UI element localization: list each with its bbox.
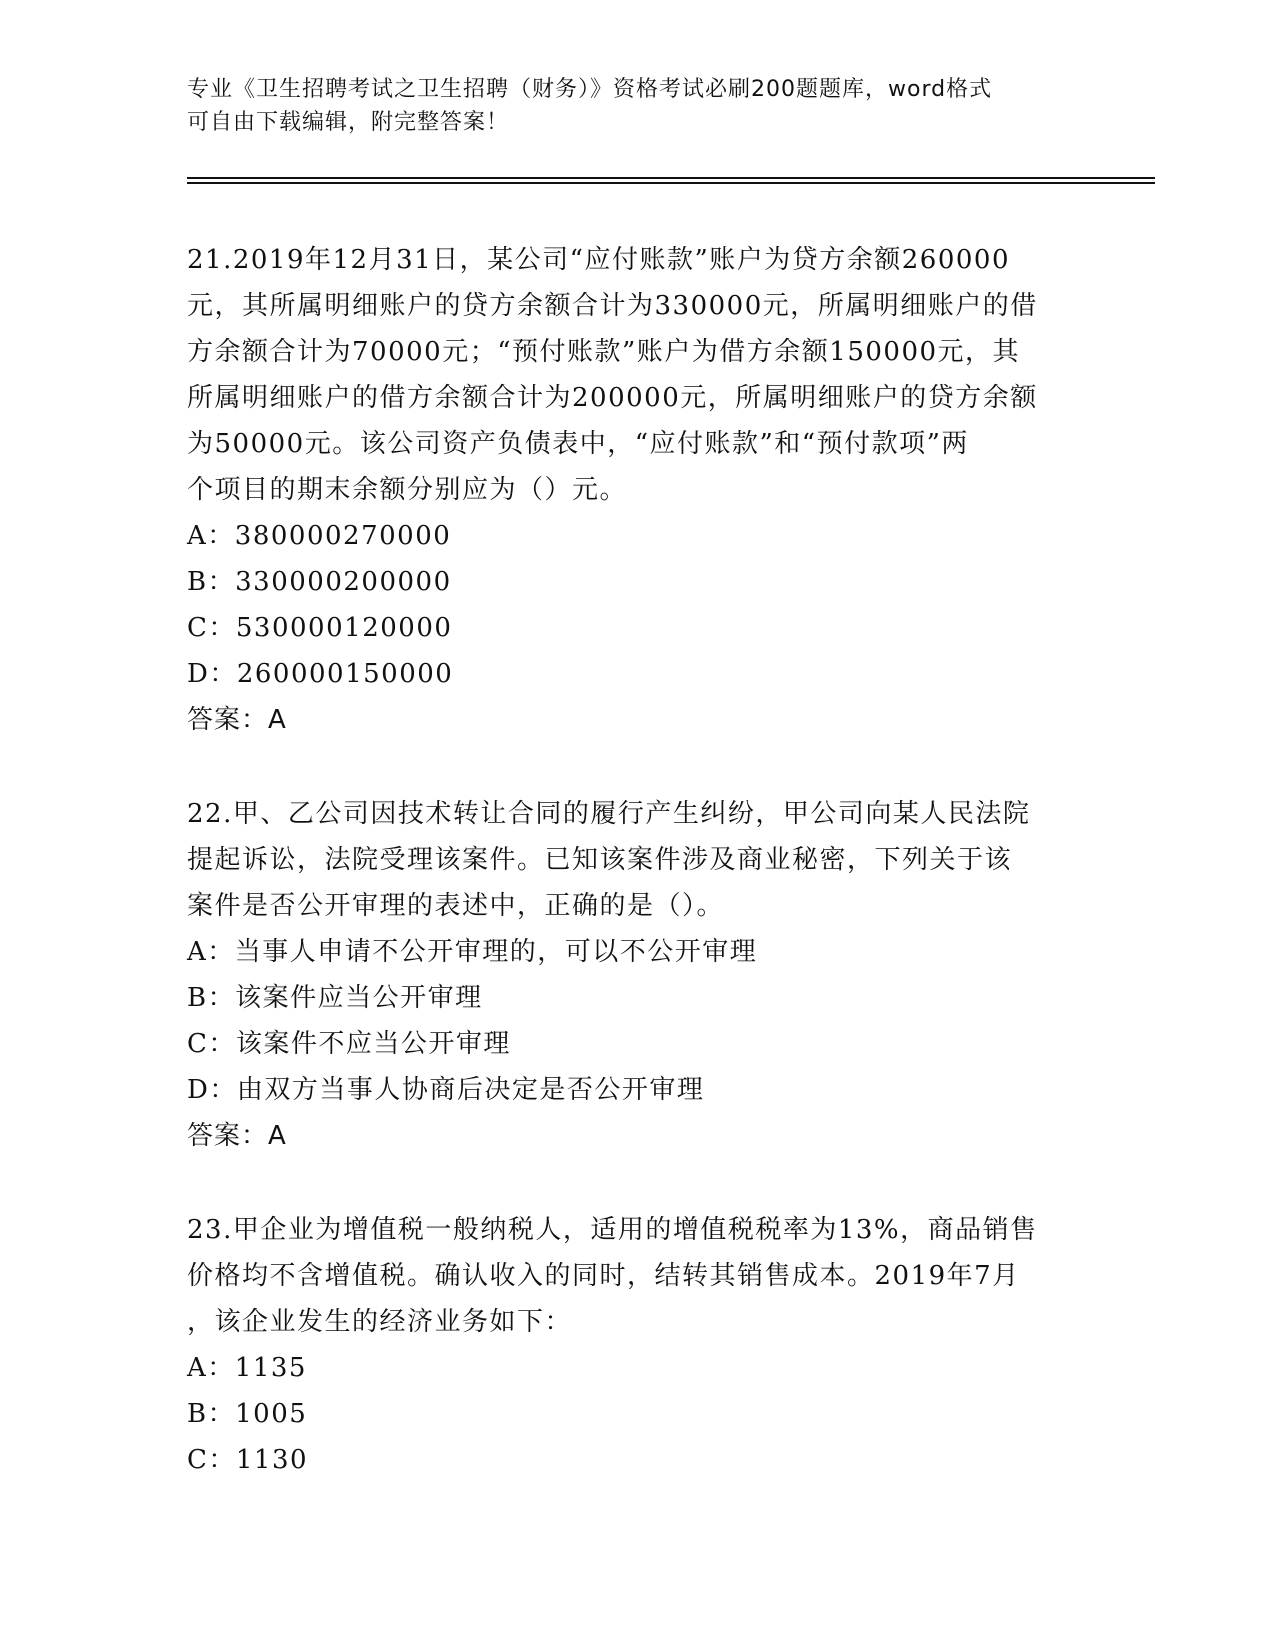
option-c: C：1130 xyxy=(187,1445,309,1475)
option-a: A：当事人申请不公开审理的，可以不公开审理 xyxy=(187,937,758,967)
document-header xyxy=(187,73,1067,139)
option-a: A：1135 xyxy=(187,1353,307,1383)
question-22 xyxy=(187,791,1087,1159)
question-stem-line: 所属明细账户的借方余额合计为200000元，所属明细账户的贷方余额 xyxy=(187,383,1038,413)
question-stem-line: 21.2019年12月31日，某公司“应付账款”账户为贷方余额260000 xyxy=(187,245,1011,275)
question-stem-line: 价格均不含增值税。确认收入的同时，结转其销售成本。2019年7月 xyxy=(187,1261,1020,1291)
header-divider-top xyxy=(187,177,1155,179)
question-stem-line: 提起诉讼，法院受理该案件。已知该案件涉及商业秘密，下列关于该 xyxy=(187,845,1013,875)
answer-line: 答案：A xyxy=(187,705,287,735)
question-stem-line: 23.甲企业为增值税一般纳税人，适用的增值税税率为13%，商品销售 xyxy=(187,1215,1038,1245)
option-d: D：由双方当事人协商后决定是否公开审理 xyxy=(187,1075,705,1105)
question-list xyxy=(187,237,1087,1483)
question-stem-line: 为50000元。该公司资产负债表中，“应付账款”和“预付款项”两 xyxy=(187,429,969,459)
header-title-line-2: 可自由下载编辑，附完整答案！ xyxy=(187,110,510,135)
header-title-line-1: 专业《卫生招聘考试之卫生招聘（财务）》资格考试必刷200题题库，word格式 xyxy=(187,77,993,102)
option-c: C：530000120000 xyxy=(187,613,453,643)
question-stem-line: ，该企业发生的经济业务如下： xyxy=(187,1307,573,1337)
option-b: B：330000200000 xyxy=(187,567,452,597)
option-b: B：1005 xyxy=(187,1399,308,1429)
question-spacer xyxy=(187,743,1087,791)
header-divider-bottom xyxy=(187,182,1155,184)
question-stem-line: 案件是否公开审理的表述中，正确的是（）。 xyxy=(187,891,725,921)
question-spacer xyxy=(187,1159,1087,1207)
question-21 xyxy=(187,237,1087,743)
option-c: C：该案件不应当公开审理 xyxy=(187,1029,511,1059)
option-a: A：380000270000 xyxy=(187,521,452,551)
question-stem-line: 个项目的期末余额分别应为（）元。 xyxy=(187,475,628,505)
option-d: D：260000150000 xyxy=(187,659,454,689)
question-stem-line: 22.甲、乙公司因技术转让合同的履行产生纠纷，甲公司向某人民法院 xyxy=(187,799,1031,829)
option-b: B：该案件应当公开审理 xyxy=(187,983,483,1013)
question-23 xyxy=(187,1207,1087,1483)
answer-line: 答案：A xyxy=(187,1121,287,1151)
question-stem-line: 方余额合计为70000元；“预付账款”账户为借方余额150000元，其 xyxy=(187,337,1021,367)
question-stem-line: 元，其所属明细账户的贷方余额合计为330000元，所属明细账户的借 xyxy=(187,291,1038,321)
